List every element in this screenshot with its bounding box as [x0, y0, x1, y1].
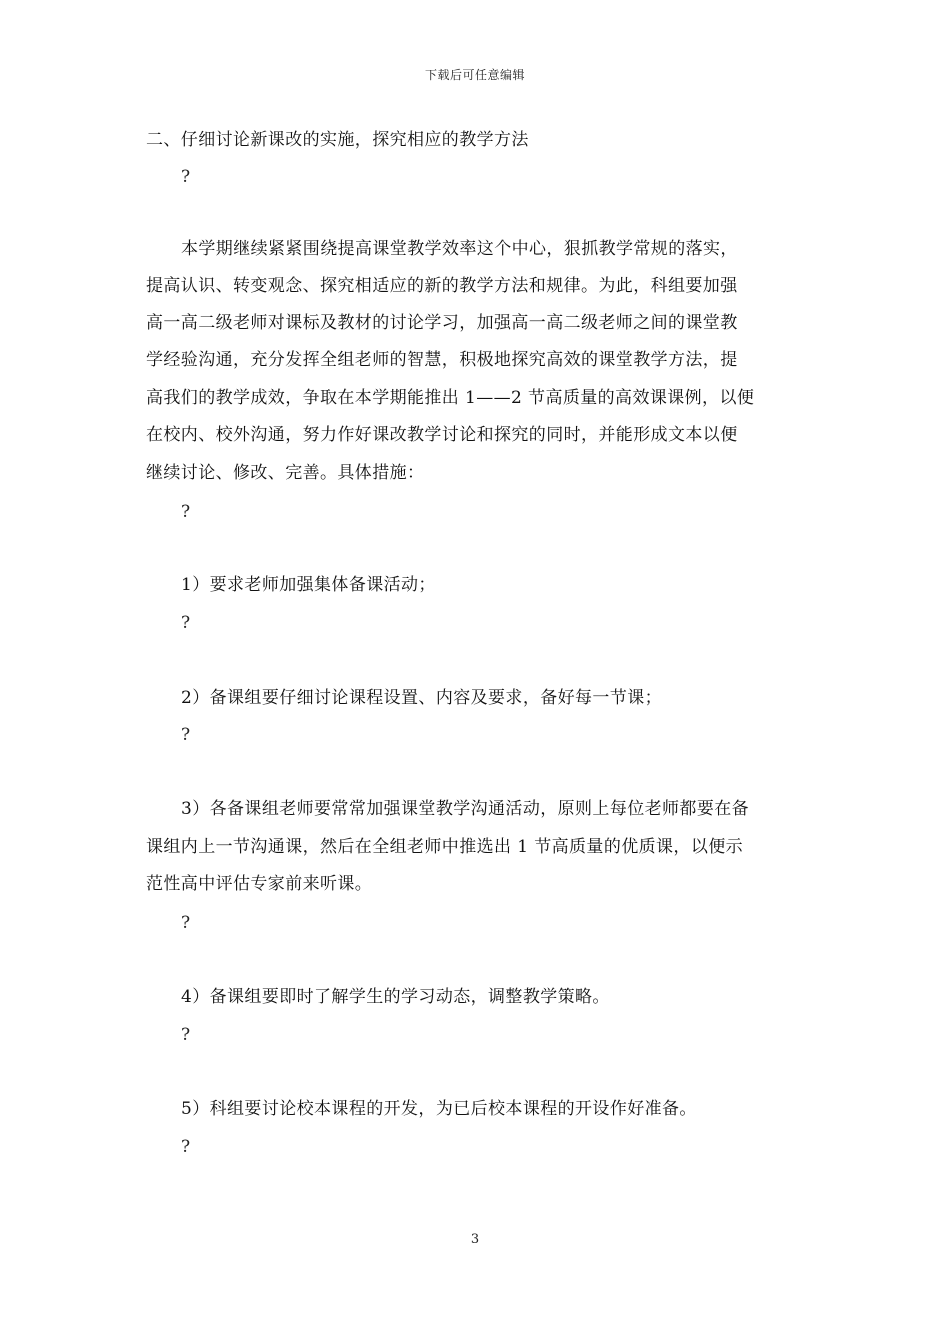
list-item-5: 5）科组要讨论校本课程的开发，为已后校本课程的开设作好准备。	[181, 1099, 697, 1119]
list-item-2: 2）备课组要仔细讨论课程设置、内容及要求，备好每一节课；	[181, 688, 663, 708]
placeholder-mark: ?	[181, 502, 191, 522]
page-header: 下载后可任意编辑	[424, 68, 525, 82]
paragraph-line: 高一高二级老师对课标及教材的讨论学习，加强高一高二级老师之间的课堂教	[146, 313, 738, 333]
placeholder-mark: ?	[181, 1137, 191, 1157]
list-item-1: 1）要求老师加强集体备课活动；	[181, 575, 436, 595]
paragraph-line: 在校内、校外沟通，努力作好课改教学讨论和探究的同时，并能形成文本以便	[146, 425, 738, 445]
placeholder-mark: ?	[181, 613, 191, 633]
section-title: 二、仔细讨论新课改的实施，探究相应的教学方法	[146, 130, 529, 150]
page-number: 3	[470, 1232, 480, 1247]
list-item-3-line: 3）各备课组老师要常常加强课堂教学沟通活动，原则上每位老师都要在备	[181, 799, 750, 819]
placeholder-mark: ?	[181, 1025, 191, 1045]
paragraph-line: 学经验沟通，充分发挥全组老师的智慧，积极地探究高效的课堂教学方法，提	[146, 350, 738, 370]
paragraph-line: 提高认识、转变观念、探究相适应的新的教学方法和规律。为此，科组要加强	[146, 276, 738, 296]
list-item-3-line: 课组内上一节沟通课，然后在全组老师中推选出 1 节高质量的优质课，以便示	[146, 837, 744, 857]
list-item-3-line: 范性高中评估专家前来听课。	[146, 874, 373, 894]
paragraph-line: 本学期继续紧紧围绕提高课堂教学效率这个中心，狠抓教学常规的落实，	[181, 239, 738, 259]
placeholder-mark: ?	[181, 725, 191, 745]
placeholder-mark: ?	[181, 167, 191, 187]
paragraph-line: 高我们的教学成效，争取在本学期能推出 1——2 节高质量的高效课课例，以便	[146, 388, 755, 408]
paragraph-line: 继续讨论、修改、完善。具体措施：	[146, 463, 425, 483]
list-item-4: 4）备课组要即时了解学生的学习动态，调整教学策略。	[181, 987, 610, 1007]
placeholder-mark: ?	[181, 913, 191, 933]
